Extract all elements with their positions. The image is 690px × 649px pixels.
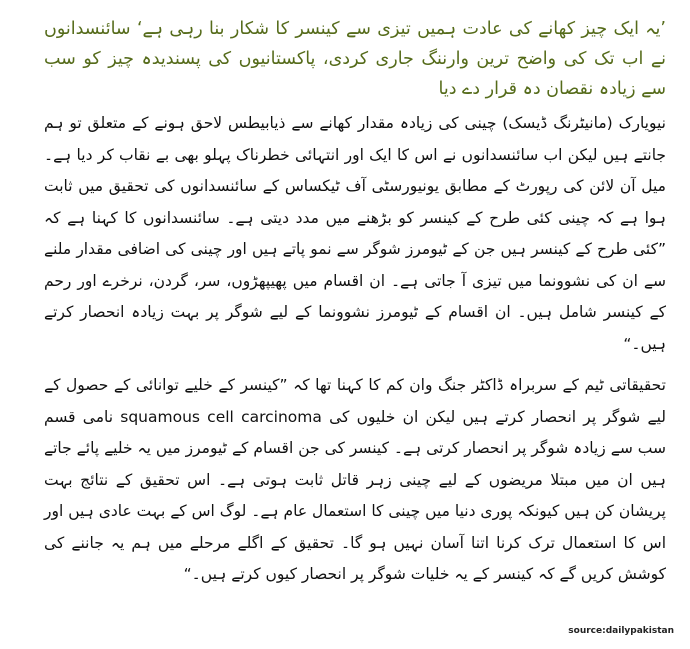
paragraph-spacer	[44, 360, 666, 370]
article-paragraph-2: تحقیقاتی ٹیم کے سربراہ ڈاکٹر جنگ وان کم کا کہنا تھا کہ ”کینسر کے خلیے توانائی کے حصول کے لیے شوگر پر انحصار کرتے ہیں لیکن ان خلیوں کی squamous cell carcinoma نامی قسم سب سے زیادہ شوگر پر انحصار کرتی ہے۔ کینسر کی جن اقسام کے ٹیومرز میں یہ خلیے پائے جاتے ہیں ان میں مبتلا مریضوں کے لیے چینی زہر قاتل ثابت ہوتی ہے۔ اس تحقیق کے نتائج بہت پریشان کن ہیں کیونکہ پوری دنیا میں چینی کا استعمال عام ہے۔ لوگ اس کے بہت عادی ہیں اور اس کا استعمال ترک کرنا اتنا آسان نہیں ہو گا۔ تحقیق کے اگلے مرحلے میں ہم یہ جاننے کی کوشش کریں گے کہ کینسر کے یہ خلیات شوگر پر انحصار کیوں کرتے ہیں۔“	[44, 376, 667, 583]
article	[44, 14, 666, 591]
article-paragraph-1: نیویارک (مانیٹرنگ ڈیسک) چینی کی زیادہ مقدار کھانے سے ذیابیطس لاحق ہونے کے متعلق تو ہم جانتے ہیں لیکن اب سائنسدانوں نے اس کا ایک اور انتہائی خطرناک پہلو بھی بے نقاب کر دیا ہے۔ میل آن لائن کی رپورٹ کے مطابق یونیورسٹی آف ٹیکساس کے سائنسدانوں کی تحقیق میں ثابت ہوا ہے کہ چینی کئی طرح کے کینسر کو بڑھنے میں مدد دیتی ہے۔ سائنسدانوں کا کہنا ہے کہ ”کئی طرح کے کینسر ہیں جن کے ٹیومرز شوگر سے نمو پاتے ہیں اور چینی کی اضافی مقدار ملنے سے ان کی نشوونما میں تیزی آ جاتی ہے۔ ان اقسام میں پھیپھڑوں، سر، گردن، نرخرے اور رحم کے کینسر شامل ہیں۔ ان اقسام کے ٹیومرز نشوونما کے لیے شوگر پر بہت زیادہ انحصار کرتے ہیں۔“	[44, 114, 666, 353]
source-credit: source:dailypakistan	[568, 626, 674, 636]
article-headline: ’یہ ایک چیز کھانے کی عادت ہمیں تیزی سے کینسر کا شکار بنا رہی ہے‘ سائنسدانوں نے اب تک کی واضح ترین وارننگ جاری کردی، پاکستانیوں کی پسندیدہ چیز کو سب سے زیادہ نقصان دہ قرار دے دیا	[44, 19, 666, 99]
